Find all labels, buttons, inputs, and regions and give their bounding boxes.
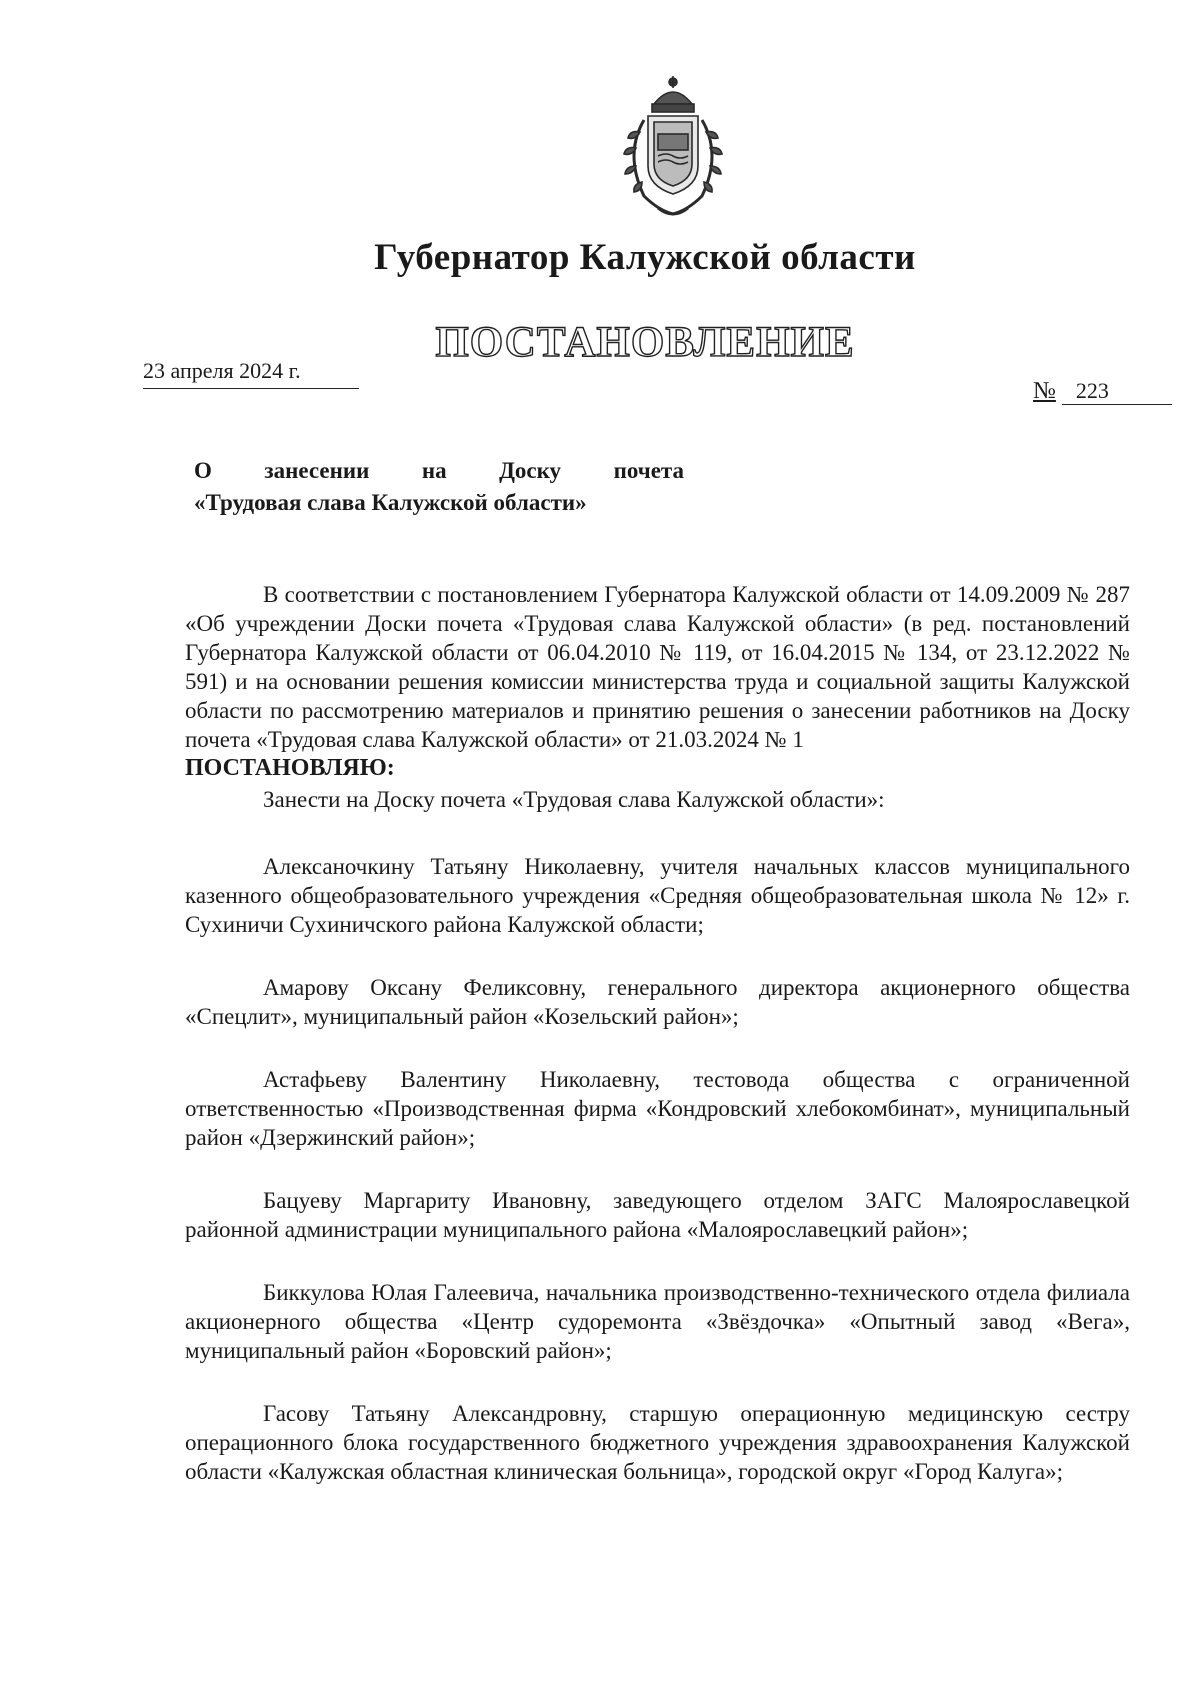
authority-title: Губернатор Калужской области xyxy=(374,237,916,278)
preamble-paragraph: В соответствии с постановлением Губернатора Калужской области от 14.09.2009 № 287 «Об учреждении Доски почета «Трудовая слава Калужской области» (в ред. постановлений Губернатора Калужской области от 06.04.2010 № 119, от 16.04.2015 № 134, от 23.12.2022 № 591) и на основании решения комиссии министерства труда и социальной защиты Калужской области по рассмотрению материалов и принятию решения о занесении работников на Доску почета «Трудовая слава Калужской области» от 21.03.2024 № 1 xyxy=(185,582,1130,752)
intro-paragraph: Занести на Доску почета «Трудовая слава Калужской области»: xyxy=(263,787,885,812)
subject-line-2: «Трудовая слава Калужской области» xyxy=(194,490,587,515)
person-entry: Алексаночкину Татьяну Николаевну, учителя начальных классов муниципального казенного общеобразовательного учреждения «Средняя общеобразовательная школа № 12» г. Сухиничи Сухиничского района Калужской области; xyxy=(185,854,1130,937)
coat-of-arms-icon xyxy=(614,74,732,224)
subject-word: почета xyxy=(613,458,684,483)
subject-word: на xyxy=(421,458,447,483)
subject-word: О xyxy=(194,458,212,483)
person-entry: Астафьеву Валентину Николаевну, тестовода общества с ограниченной ответственностью «Производственная фирма «Кондровский хлебокомбинат», муниципальный район «Дзержинский район»; xyxy=(185,1067,1130,1150)
subject-line-1 xyxy=(194,455,684,487)
person-entry: Биккулова Юлая Галеевича, начальника производственно-технического отдела филиала акционерного общества «Центр судоремонта «Звёздочка» «Опытный завод «Вега», муниципальный район «Боровский район»; xyxy=(185,1280,1130,1363)
decree-verb: ПОСТАНОВЛЯЮ: xyxy=(185,755,395,781)
person-entry: Бацуеву Маргариту Ивановну, заведующего отделом ЗАГС Малоярославецкой районной администрации муниципального района «Малоярославецкий район»; xyxy=(185,1188,1130,1242)
document-type-title: ПОСТАНОВЛЕНИЕ xyxy=(435,319,855,366)
document-date: 23 апреля 2024 г. xyxy=(143,358,359,389)
number-value: 223 xyxy=(1062,378,1172,405)
subject-word: Доску xyxy=(499,458,562,483)
number-label: № xyxy=(1033,378,1056,404)
document-body xyxy=(185,580,1130,1486)
document-number xyxy=(1033,378,1172,405)
document-subject xyxy=(194,455,684,519)
subject-word: занесении xyxy=(264,458,370,483)
person-entry: Амарову Оксану Феликсовну, генерального директора акционерного общества «Спецлит», муниципальный район «Козельский район»; xyxy=(185,975,1130,1029)
person-entry: Гасову Татьяну Александровну, старшую операционную медицинскую сестру операционного блока государственного бюджетного учреждения здравоохранения Калужской области «Калужская областная клиническая больница», городской округ «Город Калуга»; xyxy=(185,1401,1130,1484)
